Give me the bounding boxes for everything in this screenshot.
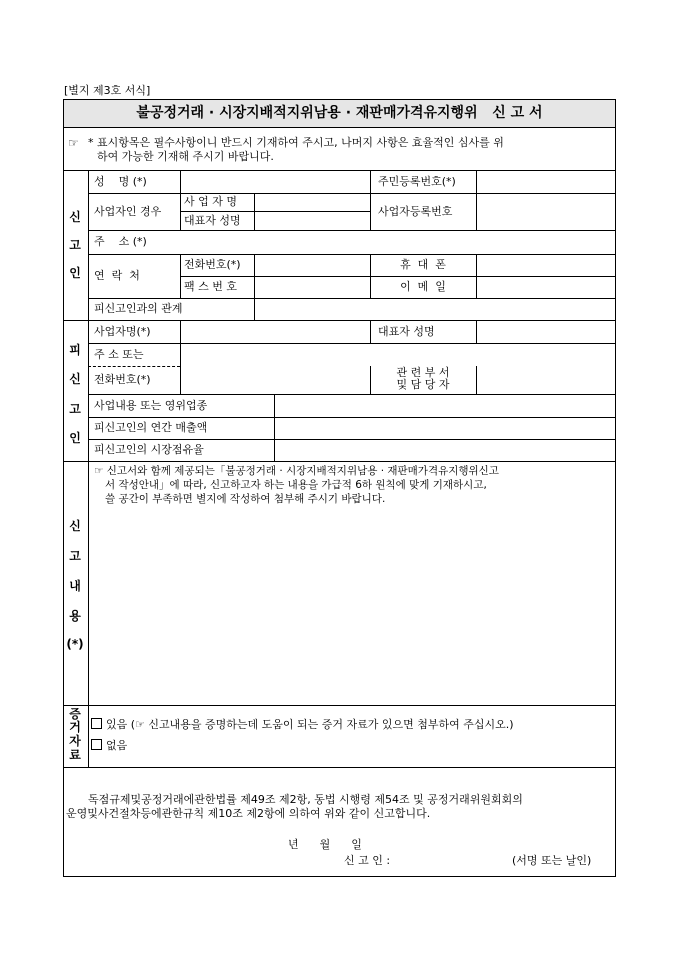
reporter-phone-field[interactable] [255,255,370,276]
reporter-phone-label: 전화번호(*) [184,258,241,271]
pointing-hand-icon: ☞ [68,136,79,150]
respondent-rep-name-field[interactable] [477,321,615,343]
evidence-no-label: 없음 [106,739,128,752]
content-guide-line-1: ☞ 신고서와 함께 제공되는「불공정거래 · 시장지배적지위남용 · 재판매가격유지행위신고 [94,465,499,477]
respondent-section-char: 피 [69,343,81,357]
reporter-fax-field[interactable] [255,277,370,298]
respondent-section-char: 인 [69,431,81,445]
evidence-section-char: 거 [69,720,81,734]
signer-signature-field[interactable] [425,852,507,869]
respondent-address-field[interactable] [181,344,615,366]
respondent-dept-field[interactable] [477,367,615,394]
content-section-char: (*) [66,637,84,651]
reporter-rep-name-field[interactable] [255,212,370,230]
reporter-biz-reg-no-label: 사업자등록번호 [378,205,453,218]
frame-bottom [63,876,616,877]
evidence-section-char: 증 [69,707,81,721]
notice-line-2: 하여 가능한 기재해 주시기 바랍니다. [97,150,274,163]
frame-right [615,99,616,877]
respondent-annual-sales-field[interactable] [275,418,615,439]
reporter-email-label: 이 메 일 [400,280,446,293]
reporter-section-char: 신 [69,210,81,224]
evidence-yes-label: 있음 (☞ 신고내용을 증명하는데 도움이 되는 증거 자료가 있으면 첨부하여 주십시오.) [106,718,514,731]
evidence-section-char: 료 [69,748,81,762]
reporter-if-business-label: 사업자인 경우 [94,205,162,218]
reporter-resident-no-label: 주민등록번호(*) [378,175,456,188]
reporter-resident-no-field[interactable] [477,171,615,193]
form-label: [별지 제3호 서식] [64,84,151,97]
content-section-char: 신 [69,519,81,533]
respondent-business-name-label: 사업자명(*) [94,325,151,338]
reporter-section-char: 고 [69,238,81,252]
declaration-line-1: 독점규제및공정거래에관한법률 제49조 제2항, 동법 시행령 제54조 및 공정거래위원회회의 [88,793,523,806]
respondent-phone-field[interactable] [181,367,370,394]
respondent-address-label: 주 소 또는 [94,348,144,361]
evidence-yes-option[interactable] [91,718,514,732]
content-guide-line-2: 서 작성안내」에 따라, 신고하고자 하는 내용을 가급적 6하 원칙에 맞게 기재하시고, [105,479,487,491]
reporter-mobile-field[interactable] [477,255,615,276]
respondent-section-char: 고 [69,402,81,416]
notice-line-1: * 표시항목은 필수사항이니 반드시 기재하여 주시고, 나머지 사항은 효율적인 심사를 위 [88,136,504,149]
declaration-signer-label: 신 고 인 : [344,854,391,867]
reporter-section-char: 인 [69,266,81,280]
reporter-name-label: 성 명 (*) [94,175,147,188]
reporter-relation-field[interactable] [255,299,615,320]
respondent-business-name-field[interactable] [181,321,370,343]
reporter-fax-label: 팩 스 번 호 [184,280,237,293]
declaration-date: 년 월 일 [288,838,362,851]
evidence-no-checkbox[interactable] [91,739,102,750]
reporter-relation-label: 피신고인과의 관계 [94,302,183,315]
declaration-line-2: 운영및사건절차등에관한규칙 제10조 제2항에 의하여 위와 같이 신고합니다. [66,807,431,820]
respondent-business-type-label: 사업내용 또는 영위업종 [94,399,208,412]
reporter-business-name-label: 사 업 자 명 [184,195,237,208]
respondent-section-char: 신 [69,372,81,386]
reporter-address-field[interactable] [181,231,615,254]
content-guide-line-3: 쓸 공간이 부족하면 별지에 작성하여 첨부해 주시기 바랍니다. [105,493,386,505]
respondent-phone-label: 전화번호(*) [94,373,151,386]
content-section-char: 용 [69,609,81,623]
report-content-textarea[interactable] [89,510,615,704]
evidence-section-char: 자 [69,734,81,748]
respondent-dept-label-2: 및 담 당 자 [396,378,450,391]
reporter-biz-reg-no-field[interactable] [477,194,615,230]
reporter-address-label: 주 소 (*) [94,235,147,248]
respondent-dept-label-1: 관 련 부 서 [396,366,450,379]
declaration-sign-note: (서명 또는 날인) [512,854,592,867]
evidence-yes-checkbox[interactable] [91,718,102,729]
content-section-char: 고 [69,549,81,563]
content-section-char: 내 [69,579,81,593]
form-title: 불공정거래 · 시장지배적지위남용 · 재판매가격유지행위 신 고 서 [136,105,543,121]
respondent-annual-sales-label: 피신고인의 연간 매출액 [94,421,208,434]
respondent-market-share-field[interactable] [275,440,615,461]
respondent-market-share-label: 피신고인의 시장점유율 [94,443,204,456]
reporter-email-field[interactable] [477,277,615,298]
reporter-rep-name-label: 대표자 성명 [184,214,241,227]
respondent-rep-name-label: 대표자 성명 [378,325,435,338]
reporter-name-field[interactable] [181,171,370,193]
reporter-contact-label: 연 락 처 [94,269,140,282]
reporter-business-name-field[interactable] [255,194,370,211]
reporter-mobile-label: 휴 대 폰 [400,258,446,271]
evidence-no-option[interactable] [91,739,127,753]
respondent-business-type-field[interactable] [275,395,615,417]
